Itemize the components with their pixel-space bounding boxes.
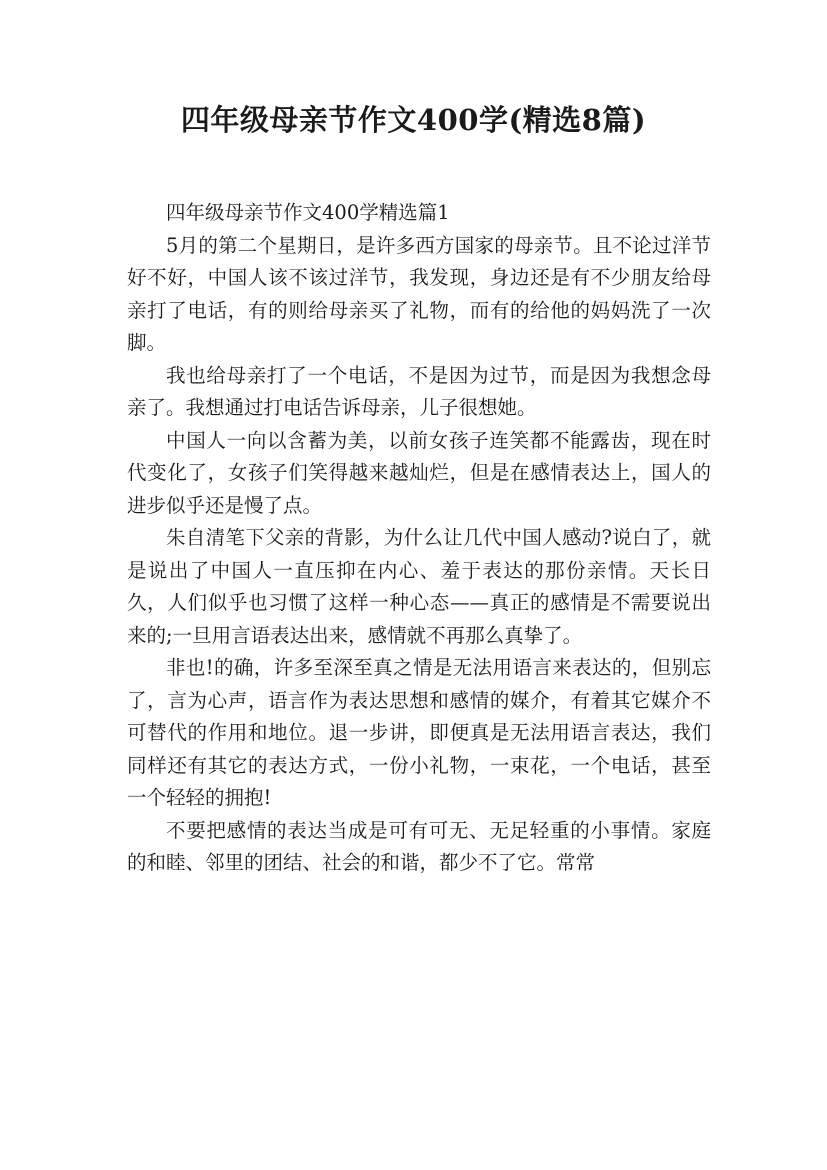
document-title: 四年级母亲节作文400学(精选8篇)	[180, 103, 647, 137]
document-body	[127, 197, 711, 880]
paragraph: 我也给母亲打了一个电话，不是因为过节，而是因为我想念母亲了。我想通过打电话告诉母亲，儿子很想她。	[127, 363, 711, 419]
paragraph: 不要把感情的表达当成是可有可无、无足轻重的小事情。家庭的和睦、邻里的团结、社会的和谐，都少不了它。常常	[127, 818, 711, 874]
paragraph: 中国人一向以含蓄为美，以前女孩子连笑都不能露齿，现在时代变化了，女孩子们笑得越来越灿烂，但是在感情表达上，国人的进步似乎还是慢了点。	[127, 428, 711, 517]
paragraph: 5月的第二个星期日，是许多西方国家的母亲节。且不论过洋节好不好，中国人该不该过洋节，我发现，身边还是有不少朋友给母亲打了电话，有的则给母亲买了礼物，而有的给他的妈妈洗了一次脚。	[127, 233, 711, 354]
paragraph: 朱自清笔下父亲的背影，为什么让几代中国人感动?说白了，就是说出了中国人一直压抑在内心、羞于表达的那份亲情。天长日久，人们似乎也习惯了这样一种心态——真正的感情是不需要说出来的;一旦用言语表达出来，感情就不再那么真挚了。	[127, 526, 711, 647]
paragraph: 非也!的确，许多至深至真之情是无法用语言来表达的，但别忘了，言为心声，语言作为表达思想和感情的媒介，有着其它媒介不可替代的作用和地位。退一步讲，即便真是无法用语言表达，我们同样还有其它的表达方式，一份小礼物，一束花，一个电话，甚至一个轻轻的拥抱!	[127, 656, 711, 809]
section-heading: 四年级母亲节作文400学精选篇1	[166, 201, 450, 224]
